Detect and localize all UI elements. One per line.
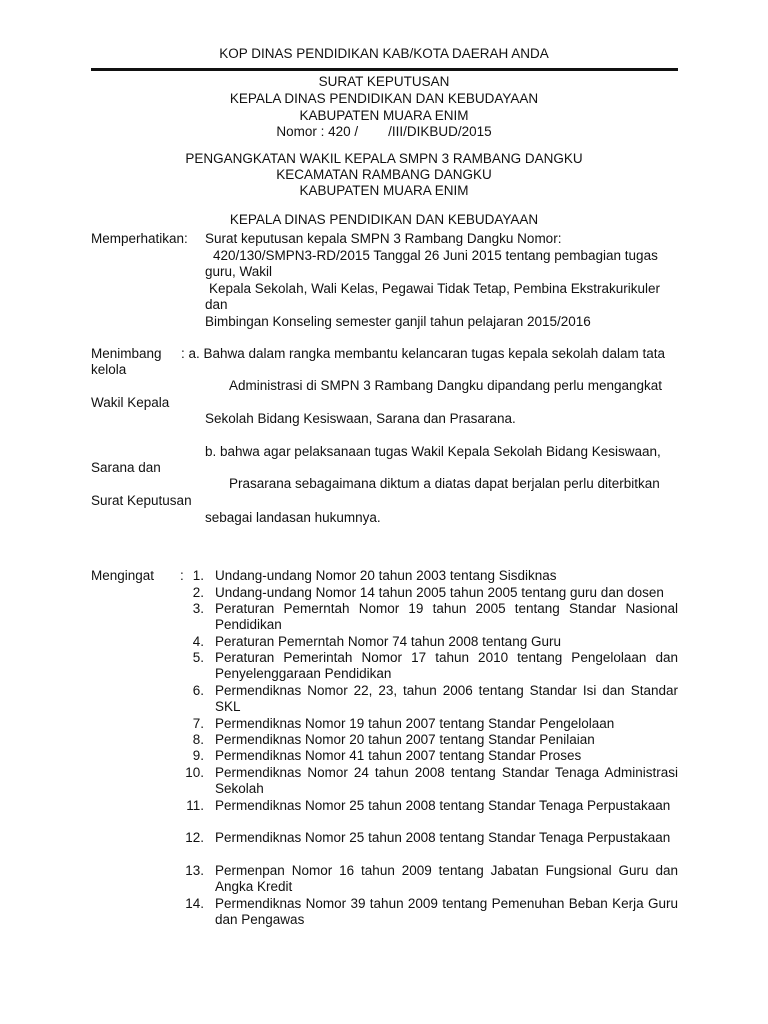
list-item-number: 1. bbox=[192, 568, 204, 583]
list-item-number: 4. bbox=[192, 634, 204, 649]
list-item-number: 7. bbox=[192, 716, 204, 731]
list-item-number: 12. bbox=[185, 830, 204, 845]
menimbang-b-line: sebagai landasan hukumnya. bbox=[205, 510, 381, 525]
official-heading: KEPALA DINAS PENDIDIKAN DAN KEBUDAYAAN bbox=[229, 212, 539, 227]
list-item: Peraturan Pemerntah Nomor 74 tahun 2008 tentang Guru bbox=[215, 634, 561, 649]
list-item: Undang-undang Nomor 14 tahun 2005 tahun 2005 tentang guru dan dosen bbox=[215, 585, 664, 600]
decree-title: SURAT KEPUTUSAN bbox=[318, 74, 450, 89]
list-item: Peraturan Pemerntah Nomor 19 tahun 2005 tentang Standar Nasional Pendidikan bbox=[215, 601, 678, 632]
list-item: Permendiknas Nomor 39 tahun 2009 tentang Pemenuhan Beban Kerja Guru dan Pengawas bbox=[215, 896, 678, 927]
menimbang-a-wrap: kelola bbox=[91, 362, 127, 377]
regency-line: KABUPATEN MUARA ENIM bbox=[299, 108, 469, 123]
list-item-number: 14. bbox=[185, 896, 204, 911]
memperhatikan-label: Memperhatikan: bbox=[91, 231, 188, 246]
list-item-number: 10. bbox=[185, 765, 204, 780]
list-item: Permendiknas Nomor 25 tahun 2008 tentang Standar Tenaga Perpustakaan bbox=[215, 798, 671, 813]
list-item: Undang-undang Nomor 20 tahun 2003 tentang Sisdiknas bbox=[215, 568, 557, 583]
menimbang-b-wrap: Sarana dan bbox=[91, 460, 161, 475]
menimbang-b-line: b. bahwa agar pelaksanaan tugas Wakil Kepala Sekolah Bidang Kesiswaan, bbox=[205, 444, 661, 459]
letterhead-title: KOP DINAS PENDIDIKAN KAB/KOTA DAERAH ANDA bbox=[219, 46, 549, 61]
memperhatikan-line: guru, Wakil bbox=[205, 264, 273, 279]
menimbang-b-line: Prasarana sebagaimana diktum a diatas dapat berjalan perlu diterbitkan bbox=[229, 476, 660, 491]
menimbang-a-wrap: Wakil Kepala bbox=[91, 395, 170, 410]
list-item-number: 3. bbox=[192, 601, 204, 616]
list-item: Permendiknas Nomor 20 tahun 2007 tentang Standar Penilaian bbox=[215, 732, 595, 747]
list-item: Permendiknas Nomor 25 tahun 2008 tentang Standar Tenaga Perpustakaan bbox=[215, 830, 671, 845]
memperhatikan-line: Kepala Sekolah, Wali Kelas, Pegawai Tidak Tetap, Pembina Ekstrakurikuler bbox=[209, 281, 660, 296]
memperhatikan-line: 420/130/SMPN3-RD/2015 Tanggal 26 Juni 2015 tentang pembagian tugas bbox=[213, 248, 658, 263]
memperhatikan-line: dan bbox=[205, 297, 228, 312]
list-item-number: 9. bbox=[192, 748, 204, 763]
list-item: Permendiknas Nomor 19 tahun 2007 tentang Standar Pengelolaan bbox=[215, 716, 615, 731]
list-item-number: 8. bbox=[192, 732, 204, 747]
decree-number: Nomor : 420 / /III/DIKBUD/2015 bbox=[276, 124, 492, 139]
subject-line-3: KABUPATEN MUARA ENIM bbox=[299, 183, 469, 198]
menimbang-label: Menimbang bbox=[91, 346, 162, 361]
list-item-number: 2. bbox=[192, 585, 204, 600]
list-item-number: 13. bbox=[185, 863, 204, 878]
memperhatikan-line: Bimbingan Konseling semester ganjil tahun pelajaran 2015/2016 bbox=[205, 314, 591, 329]
list-item: Peraturan Pemerintah Nomor 17 tahun 2010 tentang Pengelolaan dan Penyelenggaraan Pendidikan bbox=[215, 650, 678, 681]
menimbang-a-line: Administrasi di SMPN 3 Rambang Dangku dipandang perlu mengangkat bbox=[229, 378, 662, 393]
mengingat-label: Mengingat bbox=[91, 568, 155, 583]
issuer-line: KEPALA DINAS PENDIDIKAN DAN KEBUDAYAAN bbox=[229, 91, 539, 106]
mengingat-colon: : bbox=[180, 568, 184, 583]
letterhead-rule bbox=[91, 68, 678, 71]
subject-line-1: PENGANGKATAN WAKIL KEPALA SMPN 3 RAMBANG DANGKU bbox=[185, 151, 583, 166]
list-item-number: 6. bbox=[192, 683, 204, 698]
subject-line-2: KECAMATAN RAMBANG DANGKU bbox=[276, 167, 492, 182]
list-item-number: 5. bbox=[192, 650, 204, 665]
list-item-number: 11. bbox=[186, 798, 204, 813]
list-item: Permendiknas Nomor 24 tahun 2008 tentang Standar Tenaga Administrasi Sekolah bbox=[215, 765, 678, 796]
list-item: Permendiknas Nomor 22, 23, tahun 2006 tentang Standar Isi dan Standar SKL bbox=[215, 683, 678, 714]
list-item: Permendiknas Nomor 41 tahun 2007 tentang Standar Proses bbox=[215, 748, 582, 763]
memperhatikan-line: Surat keputusan kepala SMPN 3 Rambang Dangku Nomor: bbox=[205, 231, 562, 246]
menimbang-a-line: Sekolah Bidang Kesiswaan, Sarana dan Prasarana. bbox=[205, 411, 516, 426]
menimbang-b-wrap: Surat Keputusan bbox=[91, 493, 192, 508]
menimbang-a-line: : a. Bahwa dalam rangka membantu kelancaran tugas kepala sekolah dalam tata bbox=[181, 346, 666, 361]
list-item: Permenpan Nomor 16 tahun 2009 tentang Jabatan Fungsional Guru dan Angka Kredit bbox=[215, 863, 678, 894]
